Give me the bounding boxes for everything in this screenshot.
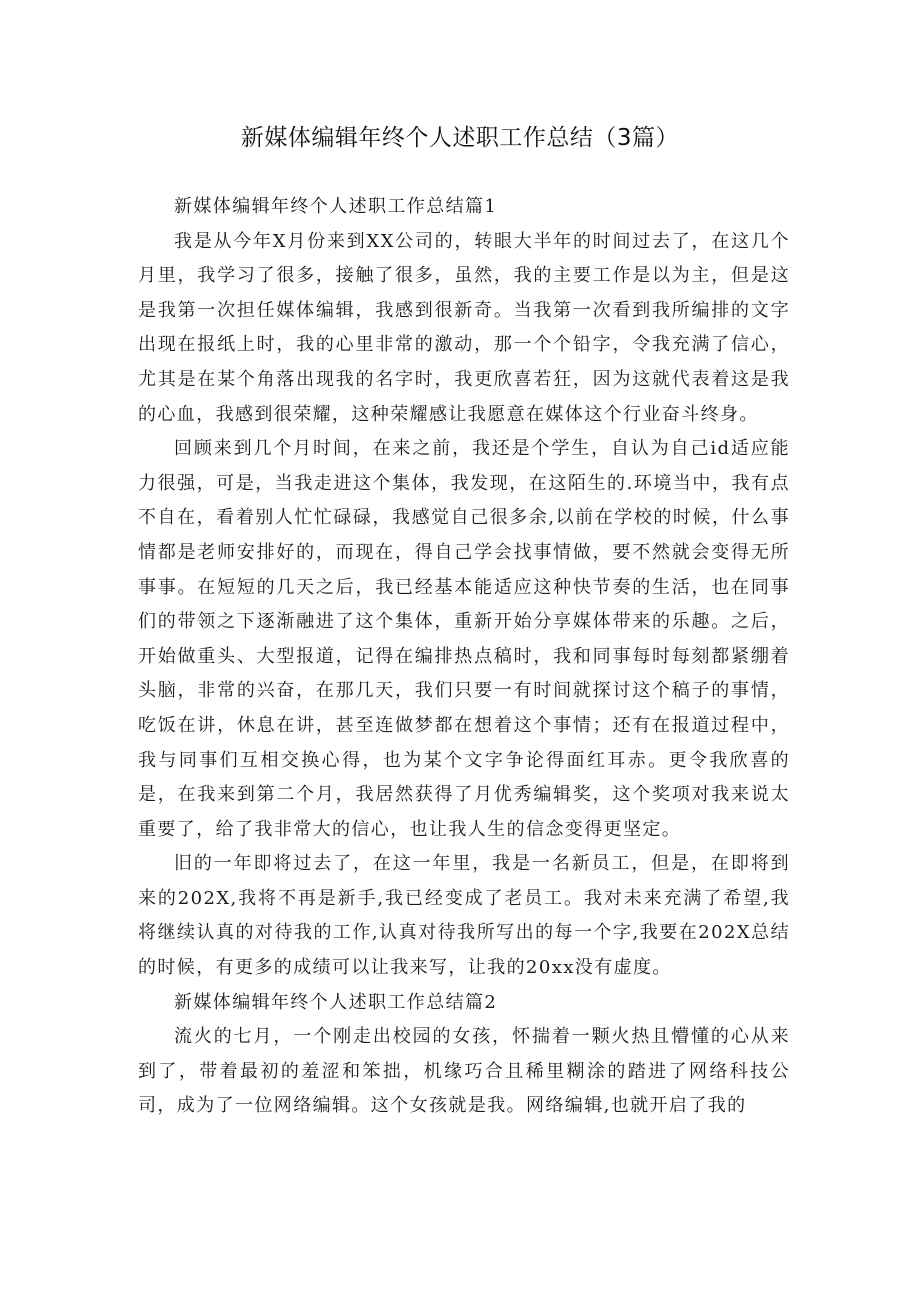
body-paragraph-3: 旧的一年即将过去了，在这一年里，我是一名新员工，但是，在即将到来的202X,我将不再是新手,我已经变成了老员工。我对未来充满了希望,我将继续认真的对待我的工作,认真对待我所写出的每一个字,我要在202X总结的时候，有更多的成绩可以让我来写，让我的20xx没有虚度。 — [138, 853, 790, 979]
document-body — [138, 190, 790, 1124]
section-heading-1: 新媒体编辑年终个人述职工作总结篇1 — [174, 196, 498, 217]
body-paragraph-2: 回顾来到几个月时间，在来之前，我还是个学生，自认为自己id适应能力很强，可是，当我走进这个集体，我发现，在这陌生的.环境当中，我有点不自在，看着别人忙忙碌碌，我感觉自己很多余,以前在学校的时候，什么事情都是老师安排好的，而现在，得自己学会找事情做，要不然就会变得无所事事。在短短的几天之后，我已经基本能适应这种快节奏的生活，也在同事们的带领之下逐渐融进了这个集体，重新开始分享媒体带来的乐趣。之后，开始做重头、大型报道，记得在编排热点稿时，我和同事每时每刻都紧绷着头脑，非常的兴奋，在那几天，我们只要一有时间就探讨这个稿子的事情，吃饭在讲，休息在讲，甚至连做梦都在想着这个事情；还有在报道过程中，我与同事们互相交换心得，也为某个文字争论得面红耳赤。更令我欣喜的是，在我来到第二个月，我居然获得了月优秀编辑奖，这个奖项对我来说太重要了，给了我非常大的信心，也让我人生的信念变得更坚定。 — [138, 438, 790, 840]
body-paragraph-1: 我是从今年X月份来到XX公司的，转眼大半年的时间过去了，在这几个月里，我学习了很多，接触了很多，虽然，我的主要工作是以为主，但是这是我第一次担任媒体编辑，我感到很新奇。当我第一次看到我所编排的文字出现在报纸上时，我的心里非常的激动，那一个个铅字，令我充满了信心，尤其是在某个角落出现我的名字时，我更欣喜若狂，因为这就代表着这是我的心血，我感到很荣耀，这种荣耀感让我愿意在媒体这个行业奋斗终身。 — [138, 230, 790, 425]
section-heading-2: 新媒体编辑年终个人述职工作总结篇2 — [174, 991, 498, 1013]
document-title: 新媒体编辑年终个人述职工作总结（3篇） — [240, 125, 680, 151]
body-paragraph-4: 流火的七月，一个刚走出校园的女孩，怀揣着一颗火热且懵懂的心从来到了，带着最初的羞涩和笨拙，机缘巧合且稀里糊涂的踏进了网络科技公司，成为了一位网络编辑。这个女孩就是我。网络编辑,也就开启了我的 — [138, 1026, 790, 1117]
